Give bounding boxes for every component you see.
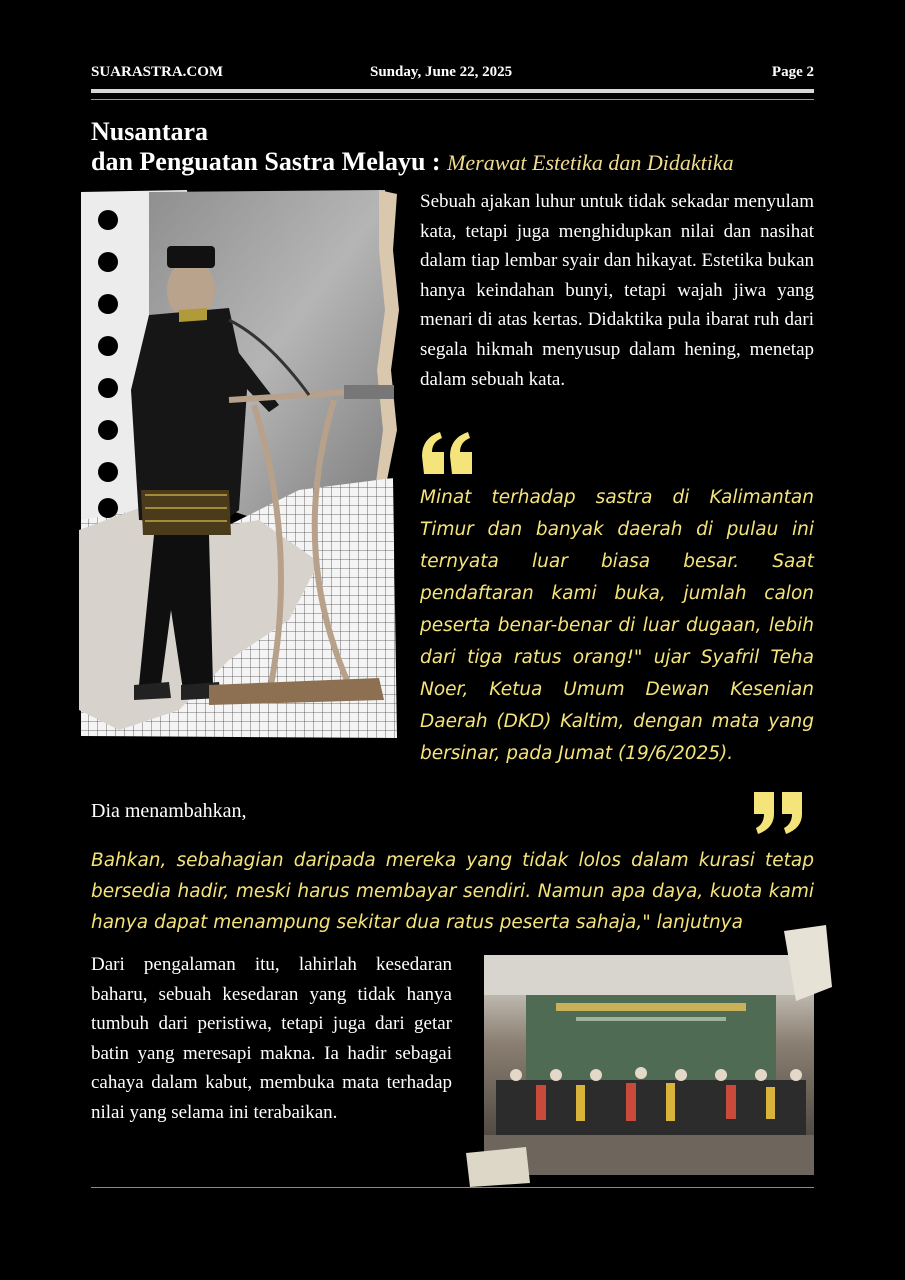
article-subtitle: Merawat Estetika dan Didaktika	[447, 150, 734, 175]
pull-quote-2: Bahkan, sebahagian daripada mereka yang tidak lolos dalam kurasi tetap bersedia hadir, meski harus membayar sendiri. Namun apa daya, kuota kami hanya dapat menampung sekitar dua ratus peserta sahaja," lanjutnya	[91, 850, 814, 933]
masthead-rule-thick	[91, 89, 814, 93]
page-number: Page 2	[771, 64, 814, 80]
quote-open-icon	[420, 432, 476, 474]
group-photo-image	[466, 925, 834, 1187]
speaker-collage-image	[79, 190, 399, 740]
site-name[interactable]: SUARASTRA.COM	[91, 64, 224, 80]
footer-rule	[91, 1187, 814, 1188]
issue-date: Sunday, June 22, 2025	[370, 64, 513, 80]
intro-paragraph: Sebuah ajakan luhur untuk tidak sekadar menyulam kata, tetapi juga menghidupkan nilai dan nasihat dalam tiap lembar syair dan hikayat. Estetika bukan hanya keindahan bunyi, tetapi wajah jiwa yang menari di atas kertas. Didaktika pula ibarat ruh dari segala hikmah menyusup dalam hening, menetap dalam sebuah kata.	[420, 191, 814, 390]
article-title-main: dan Penguatan Sastra Melayu :	[91, 147, 441, 176]
quote-close-icon	[752, 792, 808, 834]
masthead	[91, 62, 814, 84]
article-title-line2	[91, 147, 734, 178]
closing-paragraph: Dari pengalaman itu, lahirlah kesedaran baharu, sebuah kesedaran yang tidak hanya tumbuh dari peristiwa, tetapi juga dari getar batin yang meresapi makna. Ia hadir sebagai cahaya dalam kabut, membuka mata terhadap nilai yang selama ini terabaikan.	[91, 954, 452, 1123]
article-title-line1: Nusantara	[91, 117, 209, 146]
transition-text: Dia menambahkan,	[91, 800, 247, 822]
masthead-rule-thin	[91, 99, 814, 100]
pull-quote-1: Minat terhadap sastra di Kalimantan Timur dan banyak daerah di pulau ini ternyata luar biasa besar. Saat pendaftaran kami buka, jumlah calon peserta benar-benar di luar dugaan, lebih dari tiga ratus orang!" ujar Syafril Teha Noer, Ketua Umum Dewan Kesenian Daerah (DKD) Kaltim, dengan mata yang bersinar, pada Jumat (19/6/2025).	[420, 487, 814, 764]
